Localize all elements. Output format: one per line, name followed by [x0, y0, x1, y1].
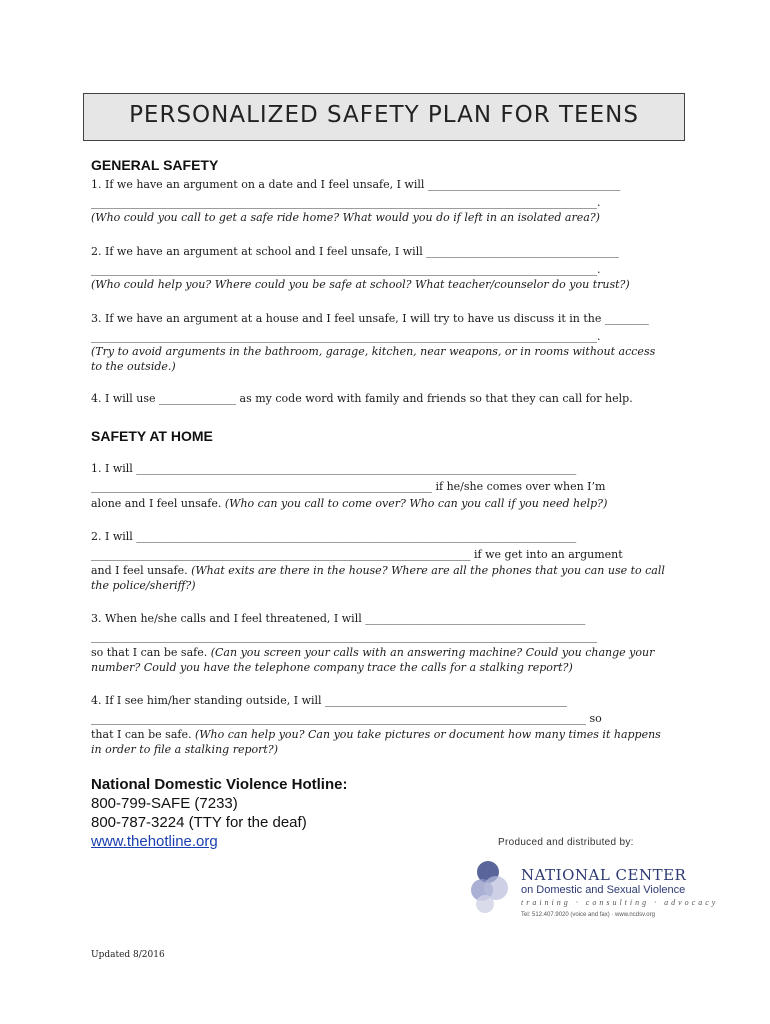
sh-item4-line: 4. If I see him/her standing outside, I will ____________________________________________	[91, 694, 568, 707]
sh-item2-text: and I feel unsafe.	[91, 564, 192, 577]
hotline-heading: National Domestic Violence Hotline:	[91, 776, 348, 793]
sh-item1-text: alone and I feel unsafe.	[91, 497, 225, 510]
sh-item4-hint: (Who can help you? Can you take pictures or document how many times it happens	[194, 728, 661, 741]
logo-subtitle: on Domestic and Sexual Violence	[521, 884, 686, 896]
gs-item3-hint-cont: to the outside.)	[91, 360, 176, 373]
sh-item2-line: 2. I will ________________________________________________________________________________	[91, 530, 577, 543]
hotline-phone: 800-799-SAFE (7233)	[91, 795, 238, 812]
sh-item3-line3	[91, 646, 678, 660]
sh-item3-line2: ____________________________________________________________________________________________	[91, 630, 597, 643]
sh-item2-hint: (What exits are there in the house? Where are all the phones that you can use to call	[191, 564, 665, 577]
page-title: PERSONALIZED SAFETY PLAN FOR TEENS	[129, 102, 639, 128]
sh-item4-hint-cont: in order to file a stalking report?)	[91, 743, 278, 756]
gs-item1-hint: (Who could you call to get a safe ride home? What would you do if left in an isolated area?)	[91, 211, 600, 224]
safety-at-home-heading: SAFETY AT HOME	[91, 428, 213, 444]
ncdsv-logo-icon	[470, 860, 525, 915]
sh-item1-line2: ______________________________________________________________ if he/she comes over when I’m	[91, 480, 606, 493]
sh-item4-line2: __________________________________________________________________________________________ so	[91, 712, 602, 725]
gs-item2-blank: ____________________________________________________________________________________________.	[91, 263, 601, 276]
produced-by-label: Produced and distributed by:	[498, 837, 634, 848]
sh-item3-text: so that I can be safe.	[91, 646, 211, 659]
hotline-tty-phone: 800-787-3224 (TTY for the deaf)	[91, 814, 307, 831]
gs-item3-hint: (Try to avoid arguments in the bathroom, garage, kitchen, near weapons, or in rooms without access	[91, 345, 656, 358]
gs-item2-line: 2. If we have an argument at school and I feel unsafe, I will ___________________________________	[91, 245, 619, 258]
logo-tagline: training · consulting · advocacy	[521, 898, 719, 907]
sh-item1-hint: (Who can you call to come over? Who can you call if you need help?)	[224, 497, 608, 510]
sh-item1-line3	[91, 497, 678, 511]
sh-item3-line: 3. When he/she calls and I feel threatened, I will ________________________________________	[91, 612, 586, 625]
gs-item4-line: 4. I will use ______________ as my code word with family and friends so that they can call for help.	[91, 392, 633, 405]
sh-item1-line: 1. I will ________________________________________________________________________________	[91, 462, 577, 475]
sh-item3-hint-cont: number? Could you have the telephone company trace the calls for a stalking report?)	[91, 661, 573, 674]
sh-item4-text: that I can be safe.	[91, 728, 195, 741]
gs-item2-hint: (Who could help you? Where could you be safe at school? What teacher/counselor do you trust?)	[91, 278, 630, 291]
sh-item2-line3	[91, 564, 678, 578]
sh-item2-hint-cont: the police/sheriff?)	[91, 579, 196, 592]
updated-date: Updated 8/2016	[91, 950, 165, 960]
sh-item2-line2: _____________________________________________________________________ if we get into an argument	[91, 548, 623, 561]
logo-name: NATIONAL CENTER	[521, 866, 687, 884]
gs-item1-line: 1. If we have an argument on a date and I feel unsafe, I will ___________________________________	[91, 178, 621, 191]
title-box	[83, 93, 685, 141]
general-safety-heading: GENERAL SAFETY	[91, 157, 219, 173]
sh-item3-hint: (Can you screen your calls with an answering machine? Could you change your	[210, 646, 655, 659]
hotline-website-link[interactable]: www.thehotline.org	[91, 833, 218, 850]
gs-item3-line: 3. If we have an argument at a house and I feel unsafe, I will try to have us discuss it in the ________	[91, 312, 649, 325]
logo-contact: Tel: 512.407.9020 (voice and fax) · www.ncdsv.org	[521, 912, 655, 918]
gs-item1-blank: ____________________________________________________________________________________________.	[91, 196, 601, 209]
sh-item4-line3	[91, 728, 678, 742]
gs-item3-blank: ____________________________________________________________________________________________.	[91, 330, 601, 343]
